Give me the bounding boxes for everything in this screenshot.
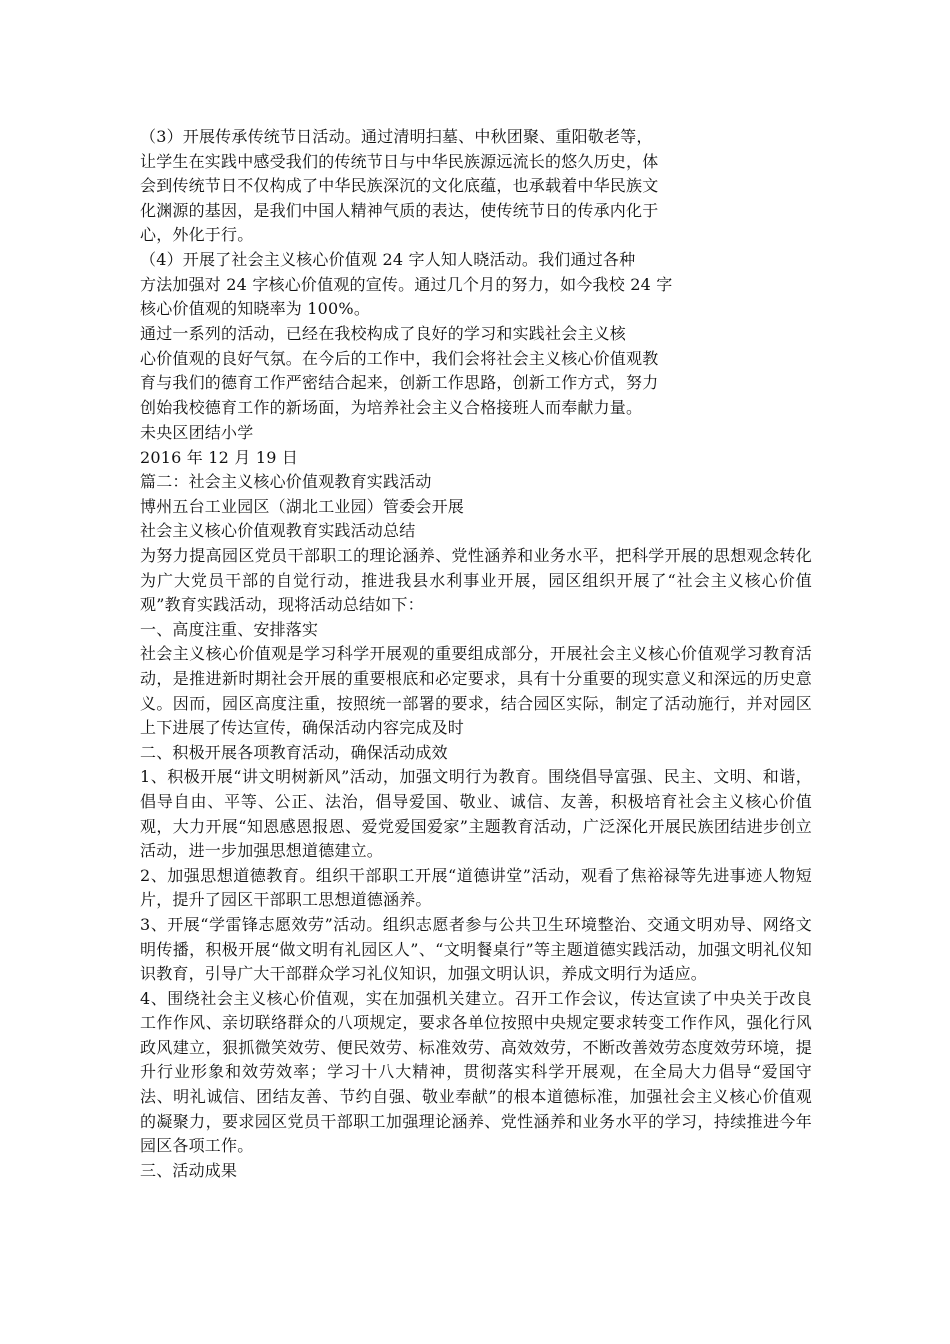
text-line: （3）开展传承传统节日活动。通过清明扫墓、中秋团聚、重阳敬老等， — [140, 127, 653, 146]
text-line: 心价值观的良好气氛。在今后的工作中，我们会将社会主义核心价值观教 — [140, 348, 659, 368]
part-2-item-4: 4、围绕社会主义核心价值观，实在加强机关建立。召开工作会议，传达宣读了中央关于改良工作作风、亲切联络群众的八项规定，要求各单位按照中央规定要求转变工作作风，强化行风政风建立，狠抓微笑效劳、便民效劳、标准效劳、高效效劳，不断改善效劳态度效劳环境，提升行业形象和效劳效率；学习十八大精神，贯彻落实科学开展观，在全局大力倡导“爱国守法、明礼诚信、团结友善、节约自强、敬业奉献”的根本道德标准，加强社会主义核心价值观的凝聚力，要求园区党员干部职工加强理论涵养、党性涵养和业务水平的学习，持续推进今年园区各项工作。 — [140, 988, 812, 1156]
text-line: 核心价值观的知晓率为 100%。 — [140, 299, 371, 319]
text-line: 通过一系列的活动，已经在我校构成了良好的学习和实践社会主义核 — [140, 324, 627, 343]
part-2-heading: 二、积极开展各项教育活动，确保活动成效 — [140, 742, 448, 762]
organization-line: 博州五台工业园区（湖北工业园）管委会开展 — [140, 496, 465, 516]
document-title: 社会主义核心价值观教育实践活动总结 — [140, 521, 416, 541]
section-heading: 篇二：社会主义核心价值观教育实践活动 — [140, 472, 432, 491]
text-line: 创始我校德育工作的新场面，为培养社会主义合格接班人而奉献力量。 — [140, 397, 643, 417]
item-3-paragraph — [140, 125, 700, 248]
intro-paragraph: 为努力提高园区党员干部职工的理论涵养、党性涵养和业务水平，把科学开展的思想观念转化为广大党员干部的自觉行动，推进我县水利事业开展，园区组织开展了“社会主义核心价值观”教育实践活动，现将活动总结如下： — [140, 546, 812, 615]
date: 2016 年 12 月 19 日 — [140, 447, 299, 467]
item-4-paragraph — [140, 248, 700, 322]
signature-block — [140, 421, 700, 470]
part-2-item-3: 3、开展“学雷锋志愿效劳”活动。组织志愿者参与公共卫生环境整治、交通文明劝导、网络文明传播，积极开展“做文明有礼园区人”、“文明餐桌行”等主题道德实践活动，加强文明礼仪知识教育，引导广大干部群众学习礼仪知识，加强文明认识，养成文明行为适应。 — [140, 914, 812, 984]
school-name: 未央区团结小学 — [140, 423, 254, 442]
text-line: 会到传统节日不仅构成了中华民族深沉的文化底蕴，也承载着中华民族文 — [140, 176, 659, 196]
text-line: （4）开展了社会主义核心价值观 24 字人知人晓活动。我们通过各种 — [140, 250, 636, 269]
part-3-heading: 三、活动成果 — [140, 1160, 238, 1180]
part-2-item-2: 2、加强思想道德教育。组织干部职工开展“道德讲堂”活动，观看了焦裕禄等先进事迹人物短片，提升了园区干部职工思想道德涵养。 — [140, 865, 812, 910]
part-1-paragraph: 社会主义核心价值观是学习科学开展观的重要组成部分，开展社会主义核心价值观学习教育活动，是推进新时期社会开展的重要根底和必定要求，具有十分重要的现实意义和深远的历史意义。因而，园区高度注重，按照统一部署的要求，结合园区实际，制定了活动施行，并对园区上下进展了传达宣传，确保活动内容完成及时 — [140, 644, 812, 738]
part-2-item-1: 1、积极开展“讲文明树新风”活动，加强文明行为教育。围绕倡导富强、民主、文明、和谐，倡导自由、平等、公正、法治，倡导爱国、敬业、诚信、友善，积极培育社会主义核心价值观，大力开展“知恩感恩报恩、爱党爱国爱家”主题教育活动，广泛深化开展民族团结进步创立活动，进一步加强思想道德建立。 — [140, 767, 812, 861]
part-1-heading: 一、高度注重、安排落实 — [140, 619, 319, 639]
text-line: 育与我们的德育工作严密结合起来，创新工作思路，创新工作方式，努力 — [140, 373, 659, 393]
text-line: 让学生在实践中感受我们的传统节日与中华民族源远流长的悠久历史，体 — [140, 151, 659, 171]
text-line: 化渊源的基因，是我们中国人精神气质的表达，使传统节日的传承内化于 — [140, 200, 659, 220]
section-2-header — [140, 470, 700, 544]
text-line: 心，外化于行。 — [140, 225, 254, 245]
text-line: 方法加强对 24 字核心价值观的宣传。通过几个月的努力，如今我校 24 字 — [140, 274, 673, 294]
summary-paragraph — [140, 322, 700, 420]
section-2-body — [140, 544, 812, 1183]
